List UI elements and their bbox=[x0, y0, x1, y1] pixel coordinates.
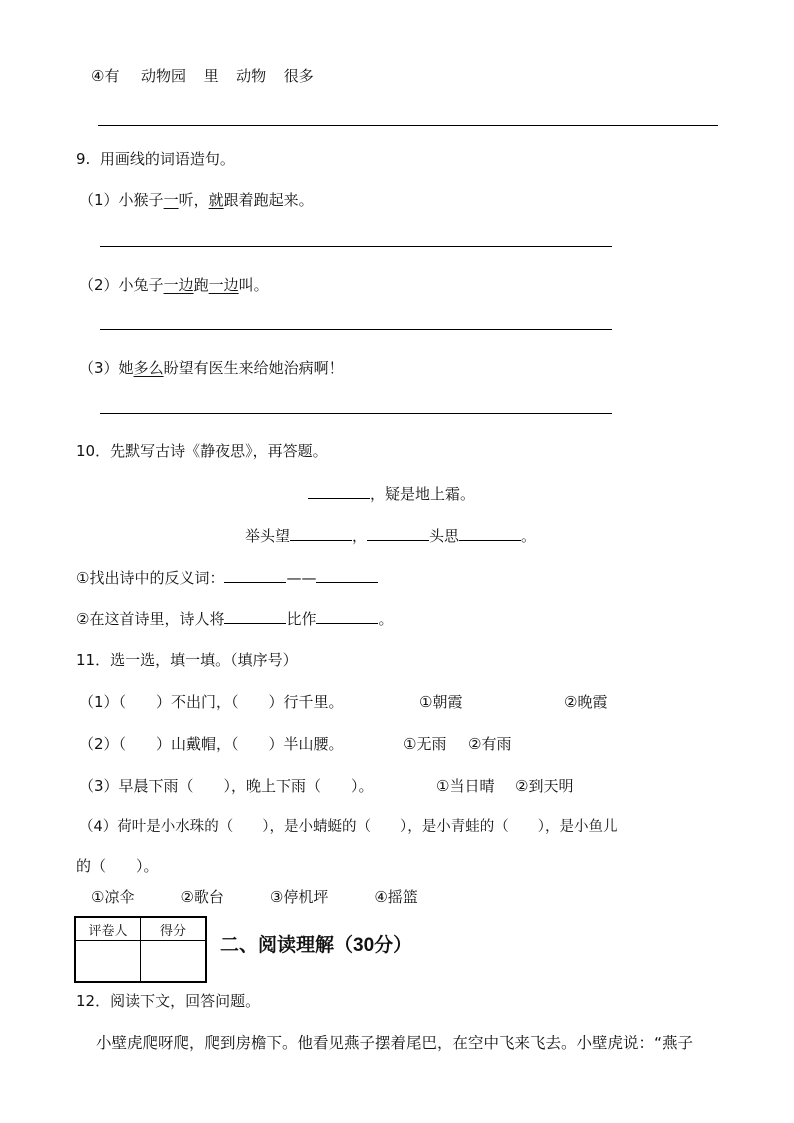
q12-passage-line-1: 小壁虎爬呀爬，爬到房檐下。他看见燕子摆着尾巴，在空中飞来飞去。小壁虎说：“燕子 bbox=[96, 1034, 694, 1052]
poem-text: 头思 bbox=[429, 527, 460, 545]
q11-r2-text: （ ）山戴帽，（ ）半山腰。 bbox=[118, 735, 344, 753]
q9-sentence-3 bbox=[79, 358, 344, 378]
score-table-cell-grader[interactable] bbox=[75, 941, 141, 983]
antonym-blank[interactable] bbox=[224, 568, 286, 583]
q9-s2-underlined-word: 一边 bbox=[163, 276, 194, 294]
poem-blank[interactable] bbox=[459, 526, 521, 541]
section-2-title-text: 分） bbox=[374, 934, 413, 956]
q11-r4-text: 荷叶是小水珠的（ ），是小蜻蜓的（ ），是小青蛙的（ ），是小鱼儿 bbox=[117, 819, 618, 835]
q10-sub2-text: ②在这首诗里，诗人将 bbox=[76, 610, 225, 628]
q11-options bbox=[91, 887, 418, 907]
q8-item-4 bbox=[91, 66, 314, 86]
q11-row-3 bbox=[79, 776, 374, 796]
q9-s2-text: 跑 bbox=[193, 276, 209, 294]
poem-line-2 bbox=[245, 526, 536, 546]
q11-r1-option-1: ①朝霞 bbox=[419, 693, 463, 711]
q8-item-4-marker: ④有 bbox=[91, 67, 120, 85]
q9-s3-underlined-word: 多么 bbox=[133, 359, 164, 377]
q9-s2-text: 小兔子 bbox=[118, 276, 164, 294]
metaphor-blank[interactable] bbox=[224, 609, 286, 624]
q8-word: 很多 bbox=[283, 67, 314, 85]
q11-r2-option-2: ②有雨 bbox=[468, 735, 512, 753]
q9-s1-num: （1） bbox=[79, 191, 119, 209]
q9-s2-answer-line[interactable] bbox=[100, 329, 612, 330]
q11-row-1 bbox=[79, 692, 344, 712]
section-2-title bbox=[220, 930, 412, 957]
q12-title: 12．阅读下文，回答问题。 bbox=[76, 992, 261, 1010]
score-table bbox=[74, 916, 207, 983]
q8-answer-line[interactable] bbox=[98, 125, 718, 126]
poem-blank[interactable] bbox=[308, 484, 370, 499]
q9-s1-text: 听， bbox=[178, 191, 209, 209]
section-2-title-text: 二、阅读理解（ bbox=[220, 934, 354, 956]
q9-s1-underlined-word: 一 bbox=[163, 191, 179, 209]
poem-text: 举头望 bbox=[245, 527, 291, 545]
q10-sub-2 bbox=[76, 609, 393, 629]
q9-s2-text: 叫。 bbox=[238, 276, 269, 294]
q10-sub2-text: 比作 bbox=[286, 610, 317, 628]
q11-title: 11．选一选，填一填。（填序号） bbox=[76, 651, 298, 669]
metaphor-blank[interactable] bbox=[316, 609, 378, 624]
q11-r3-option-1: ①当日晴 bbox=[436, 777, 495, 795]
q10-title: 10．先默写古诗《静夜思》，再答题。 bbox=[76, 442, 328, 460]
q11-option: ①凉伞 bbox=[91, 888, 135, 906]
antonym-blank[interactable] bbox=[316, 568, 378, 583]
q11-r2-option-1: ①无雨 bbox=[403, 735, 447, 753]
q9-s1-underlined-word: 就 bbox=[208, 191, 224, 209]
q9-s3-text: 盼望有医生来给她治病啊！ bbox=[163, 359, 344, 377]
q11-row-4 bbox=[79, 817, 617, 837]
q9-s2-underlined-word: 一边 bbox=[208, 276, 239, 294]
q9-sentence-1 bbox=[79, 190, 314, 210]
q8-word: 里 bbox=[203, 67, 219, 85]
q11-r4-num: （4） bbox=[79, 819, 118, 835]
poem-blank[interactable] bbox=[367, 526, 429, 541]
q11-r1-option-2: ②晚霞 bbox=[564, 693, 608, 711]
score-table-cell-score[interactable] bbox=[141, 941, 207, 983]
q11-r3-text: 早晨下雨（ ），晚上下雨（ ）。 bbox=[118, 777, 374, 795]
q9-s3-answer-line[interactable] bbox=[100, 413, 612, 414]
poem-text: ，疑是地上霜。 bbox=[370, 485, 476, 503]
q9-s1-text: 跟着跑起来。 bbox=[223, 191, 314, 209]
q10-sub2-text: 。 bbox=[378, 610, 394, 628]
q9-s1-text: 小猴子 bbox=[118, 191, 164, 209]
q11-option: ③停机坪 bbox=[269, 888, 329, 906]
poem-line-1 bbox=[308, 484, 475, 504]
q8-word: 动物园 bbox=[141, 67, 187, 85]
q9-title: 9. 用画线的词语造句。 bbox=[76, 150, 235, 168]
section-2-score: 30 bbox=[353, 935, 375, 956]
q11-option: ④摇篮 bbox=[374, 888, 418, 906]
q11-row-4-cont: 的（ ）。 bbox=[76, 857, 159, 875]
poem-text: 。 bbox=[521, 527, 537, 545]
q9-s2-num: （2） bbox=[79, 276, 119, 294]
q9-s3-num: （3） bbox=[79, 359, 119, 377]
poem-text: ， bbox=[352, 527, 368, 545]
q10-sub1-dash: —— bbox=[286, 569, 317, 587]
score-table-header-score: 得分 bbox=[141, 917, 207, 941]
q11-r1-num: （1） bbox=[79, 693, 119, 711]
poem-blank[interactable] bbox=[290, 526, 352, 541]
q10-sub1-text: ①找出诗中的反义词： bbox=[76, 569, 225, 587]
q11-r3-num: （3） bbox=[79, 777, 119, 795]
q11-r3-option-2: ②到天明 bbox=[515, 777, 574, 795]
q11-r1-text: （ ）不出门，（ ）行千里。 bbox=[118, 693, 344, 711]
q11-row-2 bbox=[79, 734, 344, 754]
q11-r2-num: （2） bbox=[79, 735, 119, 753]
q8-word: 动物 bbox=[236, 67, 267, 85]
q9-s3-text: 她 bbox=[118, 359, 134, 377]
q10-sub-1 bbox=[76, 568, 378, 588]
q9-sentence-2 bbox=[79, 275, 269, 295]
score-table-header-grader: 评卷人 bbox=[75, 917, 141, 941]
q9-s1-answer-line[interactable] bbox=[100, 246, 612, 247]
q11-option: ②歌台 bbox=[180, 888, 224, 906]
